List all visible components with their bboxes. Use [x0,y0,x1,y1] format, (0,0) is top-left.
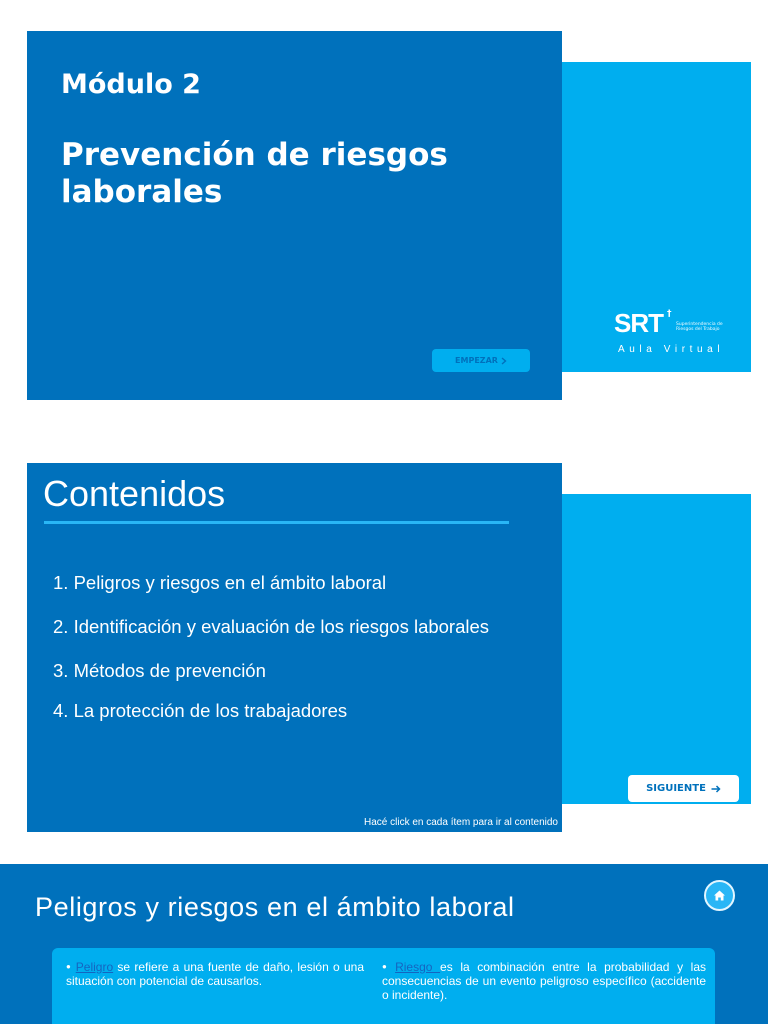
slide3-title: Peligros y riesgos en el ámbito laboral [35,892,515,922]
bullet-icon: ● [382,962,392,971]
slide2-panel [27,463,562,832]
contents-list [53,571,489,743]
arrow-right-icon [711,785,721,793]
contents-item-2[interactable]: 2. Identificación y evaluación de los riesgos laborales [53,616,490,637]
contents-item-3[interactable]: 3. Métodos de prevención [53,660,266,681]
next-button-label: SIGUIENTE [646,783,706,794]
logo-tagline: Aula Virtual [618,344,725,355]
slide3-panel [0,864,768,1024]
peligro-text: se refiere a una fuente de daño, lesión o una situación con potencial de causarlos. [66,960,364,988]
contents-item-4[interactable]: 4. La protección de los trabajadores [53,700,348,721]
definition-riesgo [382,960,706,1002]
start-button-label: EMPEZAR [455,356,498,365]
home-icon [713,889,726,902]
start-button[interactable] [432,349,530,372]
slide1-panel [27,31,562,400]
riesgo-link[interactable]: Riesgo [395,960,441,974]
next-button[interactable] [628,775,739,802]
definitions-card [52,948,715,1024]
definition-peligro [66,960,364,988]
riesgo-text: es la combinación entre la probabilidad y las consecuencias de un evento peligroso específico (accidente o incidente). [382,960,706,1002]
peligro-link[interactable]: Peligro [75,960,114,974]
slide2-backdrop [560,494,751,804]
bullet-icon: ● [66,962,72,971]
logo-mark: SRT [614,308,663,338]
srt-logo [614,308,744,360]
logo-cross-icon: † [667,309,672,319]
logo-subtitle: Superintendencia de Riesgos del Trabajo [676,322,723,332]
module-label: Módulo 2 [61,69,201,100]
chevron-right-icon [501,357,507,365]
title-divider [44,521,509,524]
home-button[interactable] [704,880,735,911]
slide1-title: Prevención de riesgos laborales [61,137,448,210]
slide2-title: Contenidos [43,473,226,514]
contents-item-1[interactable]: 1. Peligros y riesgos en el ámbito laboral [53,572,387,593]
contents-hint: Hacé click en cada ítem para ir al contenido [364,817,558,828]
